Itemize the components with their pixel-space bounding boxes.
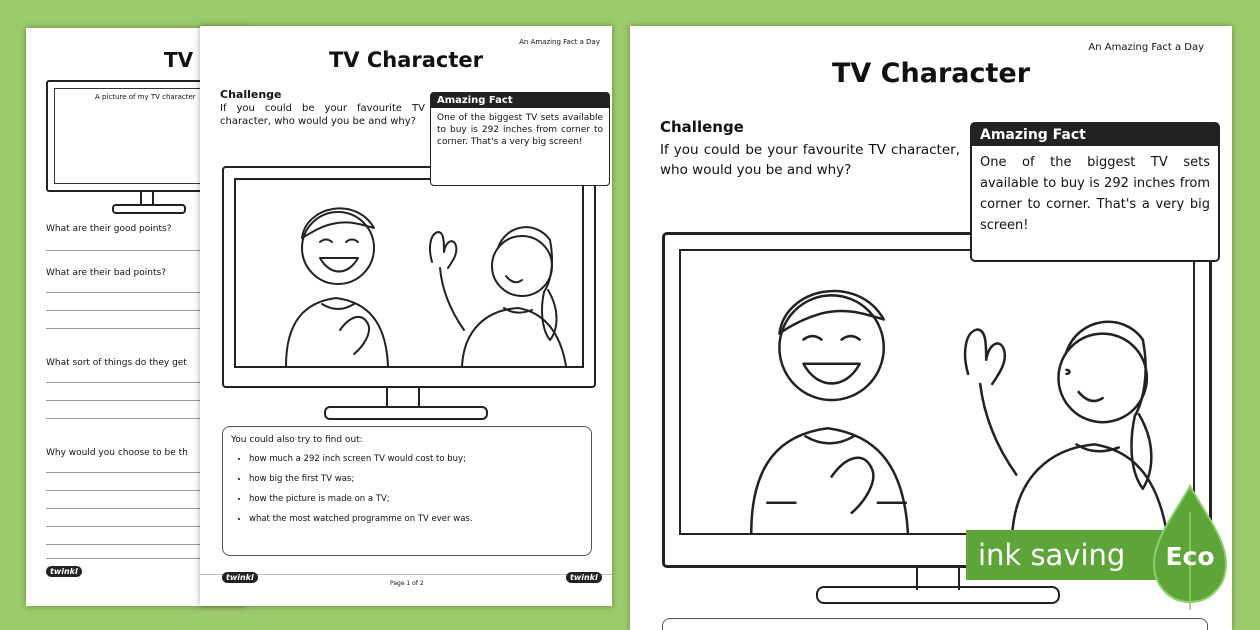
find-out-list (237, 449, 473, 529)
answer-line (46, 490, 226, 491)
amazing-fact-box (430, 92, 610, 186)
answer-line (46, 544, 226, 545)
find-out-box (222, 426, 592, 556)
answer-line (46, 328, 226, 329)
tv-stand (386, 388, 420, 408)
brand-tagline: An Amazing Fact a Day (1088, 42, 1204, 53)
ink-saving-banner: ink saving (966, 530, 1166, 580)
tv-screen (234, 178, 584, 368)
answer-line (46, 310, 226, 311)
challenge-text: If you could be your favourite TV character, who would you be and why? (660, 142, 960, 178)
challenge-heading: Challenge (220, 88, 282, 101)
page-title: TV Character (328, 48, 484, 72)
answer-line (46, 400, 226, 401)
answer-line (46, 418, 226, 419)
page-number: Page 1 of 2 (390, 580, 424, 587)
list-item: • what the most watched programme on TV ever was. (249, 509, 473, 529)
amazing-fact-text: One of the biggest TV sets available to buy is 292 inches from corner to corner. That's a very big screen! (980, 155, 1210, 233)
challenge-heading: Challenge (660, 118, 744, 136)
monitor-base (112, 204, 186, 214)
eco-label: Eco (1165, 542, 1215, 571)
monitor-stand (140, 190, 154, 204)
tv-base (324, 406, 488, 420)
ink-saving-eco-badge (966, 482, 1236, 612)
answer-line (46, 250, 226, 251)
picture-label: A picture of my TV character (95, 93, 196, 101)
amazing-fact-heading: Amazing Fact (972, 124, 1218, 146)
list-item: • how much a 292 inch screen TV would cost to buy; (249, 449, 473, 469)
question-why-choose: Why would you choose to be th (46, 448, 188, 458)
find-out-box-partial (662, 618, 1208, 630)
characters-illustration (236, 180, 582, 366)
page-title: TV Character (831, 58, 1031, 89)
answer-line (46, 292, 226, 293)
amazing-fact-text: One of the biggest TV sets available to buy is 292 inches from corner to corner. That's a very big screen! (437, 113, 603, 147)
brand-tagline: An Amazing Fact a Day (519, 38, 600, 46)
find-out-heading: You could also try to find out: (231, 435, 363, 445)
amazing-fact-heading: Amazing Fact (431, 93, 609, 108)
twinkl-logo: twinkl (222, 572, 258, 583)
answer-line (46, 472, 226, 473)
list-item: • how the picture is made on a TV; (249, 489, 473, 509)
tv-illustration (222, 166, 596, 388)
question-bad-points: What are their bad points? (46, 268, 166, 278)
back-page-title: TV (164, 48, 194, 72)
challenge-text: If you could be your favourite TV character, who would you be and why? (220, 103, 425, 127)
list-item: • how big the first TV was; (249, 469, 473, 489)
answer-line (46, 508, 226, 509)
footer-line (46, 558, 226, 559)
question-good-points: What are their good points? (46, 224, 172, 234)
amazing-fact-box (970, 122, 1220, 262)
footer-line (200, 574, 612, 575)
twinkl-logo: twinkl (46, 566, 82, 577)
twinkl-logo-right: twinkl (566, 572, 602, 583)
answer-line (46, 526, 226, 527)
middle-worksheet-page (200, 26, 612, 606)
answer-line (46, 382, 226, 383)
question-things: What sort of things do they get (46, 358, 187, 368)
